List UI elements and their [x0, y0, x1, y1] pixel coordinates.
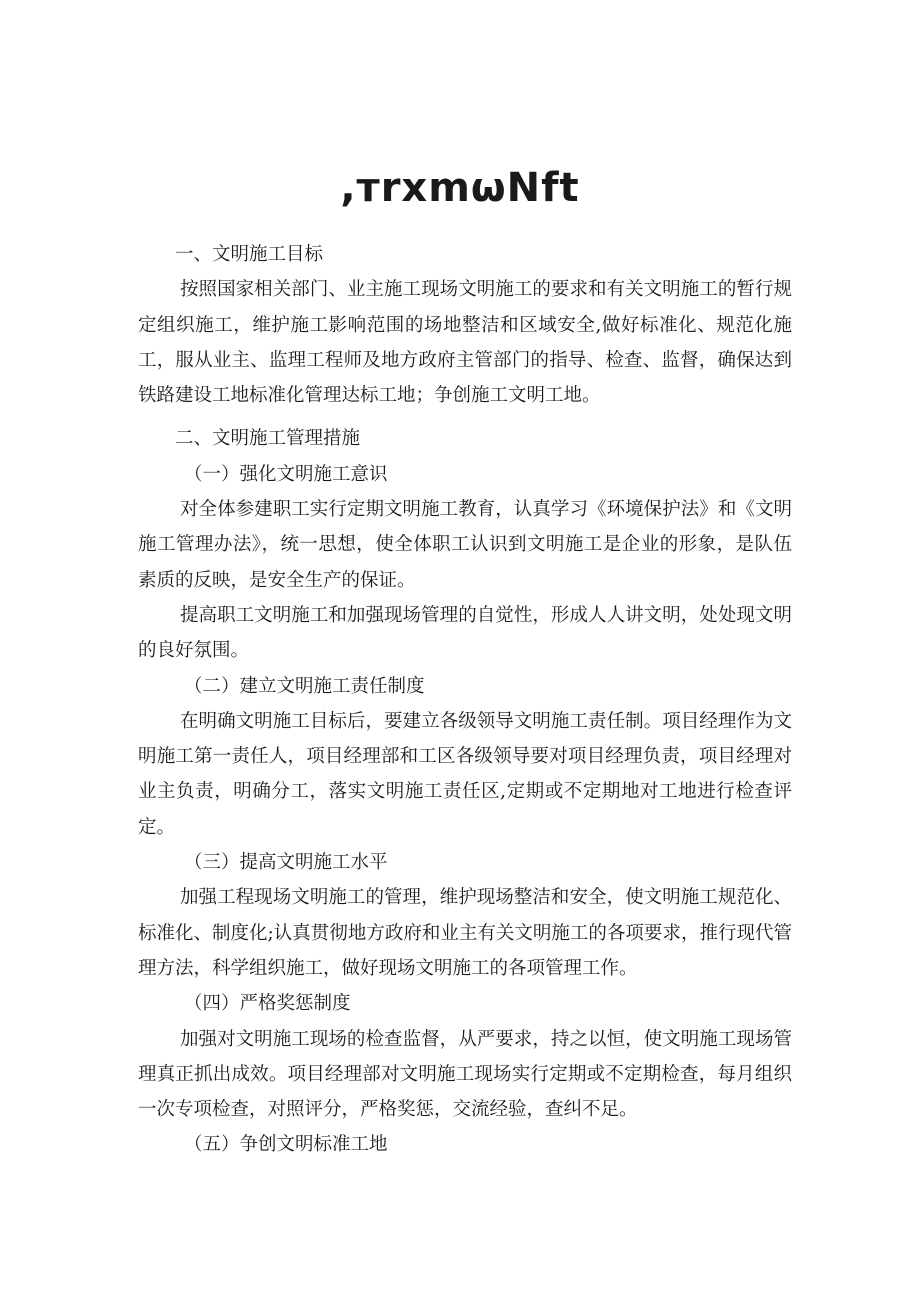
subsection-heading-3: （三）提高文明施工水平: [184, 852, 388, 874]
subsection-heading-2: （二）建立文明施工责任制度: [184, 675, 425, 697]
paragraph-education: 对全体参建职工实行定期文明施工教育，认真学习《环境保护法》和《文明施工管理办法》，统一思想，使全体职工认识到文明施工是企业的形象，是队伍素质的反映，是安全生产的保证。: [138, 499, 792, 591]
paragraph-standard: 加强工程现场文明施工的管理，维护现场整洁和安全，使文明施工规范化、标准化、制度化;认真贯彻地方政府和业主有关文明施工的各项要求，推行现代管理方法，科学组织施工，做好现场文明施工的各项管理工作。: [138, 887, 792, 979]
subsection-heading-1: （一）强化文明施工意识: [184, 463, 388, 485]
section-heading-2: 二、文明施工管理措施: [175, 428, 361, 450]
paragraph-inspection: 加强对文明施工现场的检查监督，从严要求，持之以恒，使文明施工现场管理真正抓出成效。项目经理部对文明施工现场实行定期或不定期检查，每月组织一次专项检查，对照评分，严格奖惩，交流经验，查纠不足。: [138, 1028, 792, 1121]
paragraph-goal: 按照国家相关部门、业主施工现场文明施工的要求和有关文明施工的暂行规定组织施工，维护施工影响范围的场地整洁和区域安全,做好标准化、规范化施工，服从业主、监理工程师及地方政府主管部门的指导、检查、监督，确保达到铁路建设工地标准化管理达标工地；争创施工文明工地。: [138, 279, 792, 407]
paragraph-awareness: 提高职工文明施工和加强现场管理的自觉性，形成人人讲文明，处处现文明的良好氛围。: [138, 604, 792, 662]
paragraph-responsibility: 在明确文明施工目标后，要建立各级领导文明施工责任制。项目经理作为文明施工第一责任人，项目经理部和工区各级领导要对项目经理负责，项目经理对业主负责，明确分工，落实文明施工责任区,定期或不定期地对工地进行检查评定。: [138, 710, 792, 838]
section-heading-1: 一、文明施工目标: [175, 244, 324, 265]
subsection-heading-5: （五）争创文明标准工地: [184, 1134, 388, 1156]
document-title: ,тrxmωNft: [340, 165, 580, 211]
document-body: [138, 237, 792, 1163]
subsection-heading-4: （四）严格奖惩制度: [184, 993, 351, 1015]
